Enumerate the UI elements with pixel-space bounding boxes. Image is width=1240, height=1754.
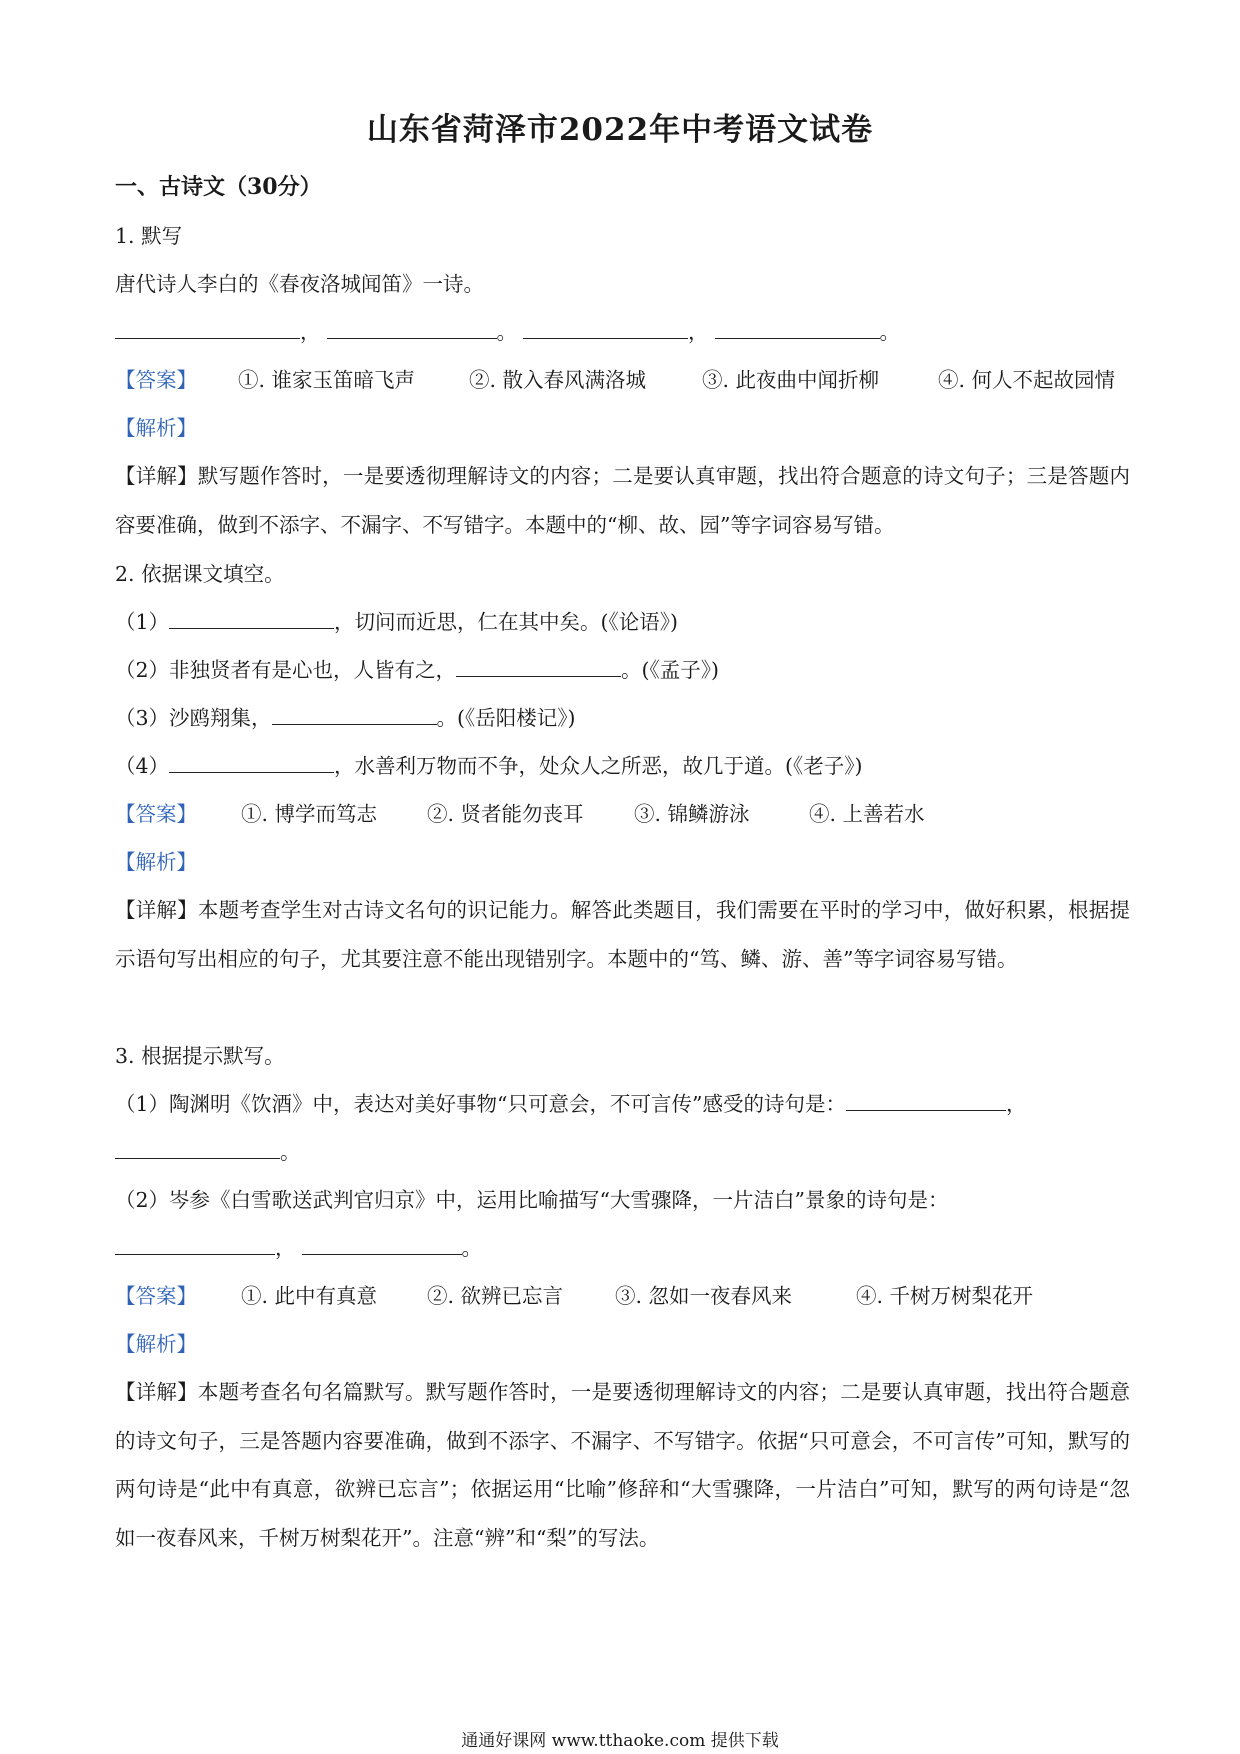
answer-blank[interactable] [302, 1234, 462, 1255]
q1-prompt: 唐代诗人李白的《春夜洛城闻笛》一诗。 [115, 272, 484, 296]
answer-blank[interactable] [115, 1234, 275, 1255]
analysis-label: 【解析】 [115, 850, 197, 874]
answer-item: ①. 谁家玉笛暗飞声 [238, 368, 416, 392]
answer-blank[interactable] [169, 608, 334, 629]
q3-item-continued: ， 。 [115, 1234, 482, 1262]
answer-label: 【答案】 [115, 1284, 197, 1308]
answer-blank[interactable] [456, 656, 621, 677]
analysis-label: 【解析】 [115, 416, 197, 440]
q2-number: 2. 依据课文填空。 [115, 562, 285, 586]
answer-blank[interactable] [115, 1138, 280, 1159]
answer-blank[interactable] [272, 704, 437, 725]
answer-item: ②. 贤者能勿丧耳 [427, 802, 584, 826]
q2-item: （1） ，切问而近思，仁在其中矣。(《论语》) [115, 610, 679, 634]
answer-item: ①. 此中有真意 [241, 1284, 378, 1308]
answer-blank[interactable] [169, 752, 334, 773]
answer-label: 【答案】 [115, 802, 197, 826]
answer-label: 【答案】 [115, 368, 197, 392]
q2-item: （2）非独贤者有是心也，人皆有之， 。(《孟子》) [115, 658, 720, 682]
answer-item: ④. 千树万树梨花开 [856, 1284, 1034, 1308]
q3-item: （1）陶渊明《饮酒》中，表达对美好事物“只可意会，不可言传”感受的诗句是： ， [115, 1092, 1027, 1116]
q1-number: 1. 默写 [115, 224, 183, 248]
answer-blank[interactable] [523, 318, 688, 339]
q3-number: 3. 根据提示默写。 [115, 1044, 285, 1068]
answer-item: ③. 锦鳞游泳 [634, 802, 750, 826]
answer-item: ④. 何人不起故园情 [938, 368, 1116, 392]
q2-item: （3）沙鸥翔集， 。(《岳阳楼记》) [115, 706, 576, 730]
q1-detail: 【详解】默写题作答时，一是要透彻理解诗文的内容；二是要认真审题，找出符合题意的诗文句子；三是答题内容要准确，做到不添字、不漏字、不写错字。本题中的“柳、故、园”等字词容易写错。 [115, 464, 1130, 537]
answer-blank[interactable] [327, 318, 497, 339]
answer-item: ④. 上善若水 [809, 802, 925, 826]
section-heading: 一、古诗文（30分） [115, 174, 322, 200]
q2-item: （4） ，水善利万物而不争，处众人之所恶，故几于道。(《老子》) [115, 754, 863, 778]
page-footer: 通通好课网 www.tthaoke.com 提供下载 [461, 1731, 779, 1751]
answer-item: ③. 此夜曲中闻折柳 [702, 368, 880, 392]
q3-detail: 【详解】本题考查名句名篇默写。默写题作答时，一是要透彻理解诗文的内容；二是要认真审题，找出符合题意的诗文句子，三是答题内容要准确，做到不添字、不漏字、不写错字。依据“只可意会，不可言传”可知，默写的两句诗是“此中有真意，欲辨已忘言”；依据运用“比喻”修辞和“大雪骤降，一片洁白”可知，默写的两句诗是“忽如一夜春风来，千树万树梨花开”。注意“辨”和“梨”的写法。 [115, 1380, 1130, 1550]
q3-item: （2）岑参《白雪歌送武判官归京》中，运用比喻描写“大雪骤降，一片洁白”景象的诗句是： [115, 1188, 949, 1212]
answer-blank[interactable] [715, 318, 880, 339]
answer-item: ②. 散入春风满洛城 [469, 368, 647, 392]
analysis-label: 【解析】 [115, 1332, 197, 1356]
answer-blank[interactable] [115, 318, 300, 339]
q2-detail: 【详解】本题考查学生对古诗文名句的识记能力。解答此类题目，我们需要在平时的学习中，做好积累，根据提示语句写出相应的句子，尤其要注意不能出现错别字。本题中的“笃、鳞、游、善”等字词容易写错。 [115, 898, 1130, 971]
answer-item: ③. 忽如一夜春风来 [615, 1284, 793, 1308]
page-title: 山东省菏泽市2022年中考语文试卷 [366, 112, 874, 148]
answer-item: ②. 欲辨已忘言 [427, 1284, 564, 1308]
q1-blanks: ， 。 ， 。 [115, 318, 900, 346]
q3-item-continued: 。 [115, 1138, 301, 1166]
answer-blank[interactable] [846, 1090, 1006, 1111]
answer-item: ①. 博学而笃志 [241, 802, 378, 826]
